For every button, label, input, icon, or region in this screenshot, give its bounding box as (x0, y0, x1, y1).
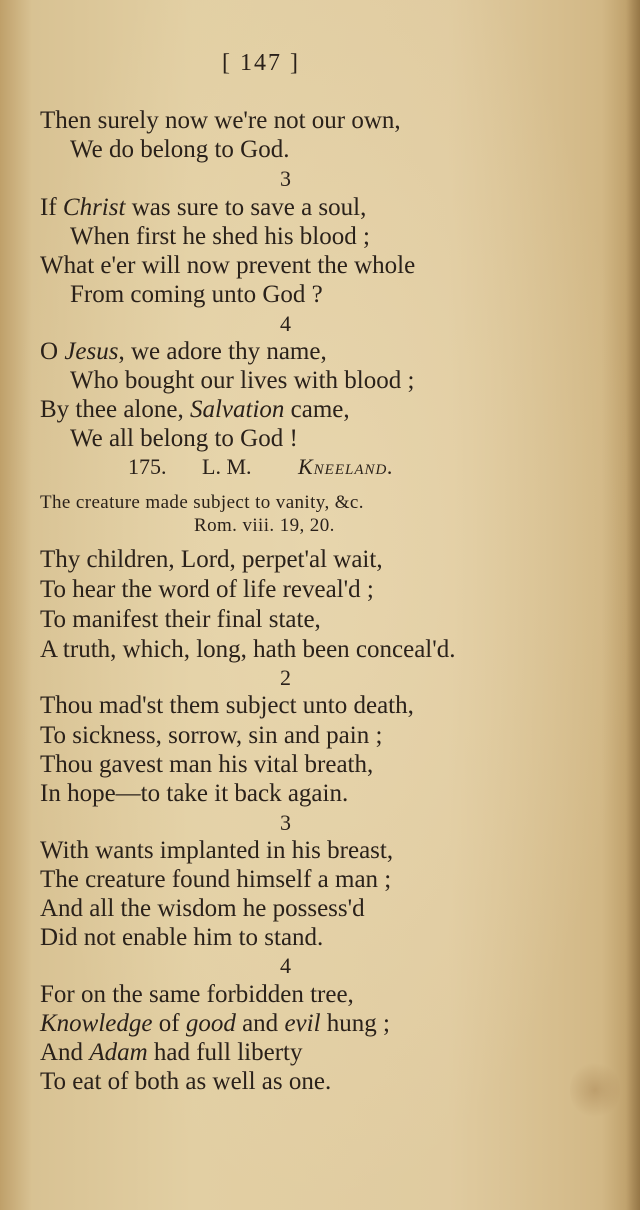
verse-line: To sickness, sorrow, sin and pain ; (40, 722, 383, 749)
verse-line: For on the same forbidden tree, (40, 981, 354, 1008)
verse-line: Thou mad'st them subject unto death, (40, 692, 414, 719)
verse-line: To eat of both as well as one. (40, 1068, 332, 1095)
verse-line: The creature found himself a man ; (40, 866, 392, 893)
verse-line: By thee alone, Salvation came, (40, 396, 350, 423)
page-number: [ 147 ] (222, 50, 300, 76)
verse-line: We all belong to God ! (70, 425, 298, 452)
verse-line: To hear the word of life reveal'd ; (40, 576, 374, 603)
verse-line: Then surely now we're not our own, (40, 107, 401, 134)
verse-line: Thou gavest man his vital breath, (40, 751, 374, 778)
verse-line: With wants implanted in his breast, (40, 837, 394, 864)
verse-line: Knowledge of good and evil hung ; (40, 1010, 390, 1037)
verse-line: A truth, which, long, hath been conceal'd. (40, 636, 456, 663)
scripture-reference: Rom. viii. 19, 20. (194, 515, 335, 536)
verse-number: 3 (280, 166, 291, 191)
hymn-meter: L. M. (202, 454, 252, 479)
hymn-subtitle: The creature made subject to vanity, &c. (40, 492, 364, 513)
page-edge-shadow (626, 0, 640, 1210)
verse-line: And Adam had full liberty (40, 1039, 303, 1066)
verse-line: We do belong to God. (70, 136, 290, 163)
verse-number: 4 (280, 311, 291, 336)
verse-line: Who bought our lives with blood ; (70, 367, 415, 394)
verse-line: When first he shed his blood ; (70, 223, 370, 250)
verse-line: O Jesus, we adore thy name, (40, 338, 327, 365)
verse-line: Thy children, Lord, perpet'al wait, (40, 546, 383, 573)
verse-line: Did not enable him to stand. (40, 924, 324, 951)
verse-line: What e'er will now prevent the whole (40, 252, 416, 279)
tune-name: Kneeland. (298, 454, 394, 479)
verse-line: If Christ was sure to save a soul, (40, 194, 367, 221)
verse-line: From coming unto God ? (70, 281, 323, 308)
verse-number: 2 (280, 665, 291, 690)
verse-number: 4 (280, 953, 291, 978)
verse-line: In hope—to take it back again. (40, 780, 349, 807)
verse-line: To manifest their final state, (40, 606, 321, 633)
paper-stain (570, 1060, 620, 1120)
hymn-number: 175. (128, 454, 167, 479)
verse-number: 3 (280, 810, 291, 835)
verse-line: And all the wisdom he possess'd (40, 895, 365, 922)
